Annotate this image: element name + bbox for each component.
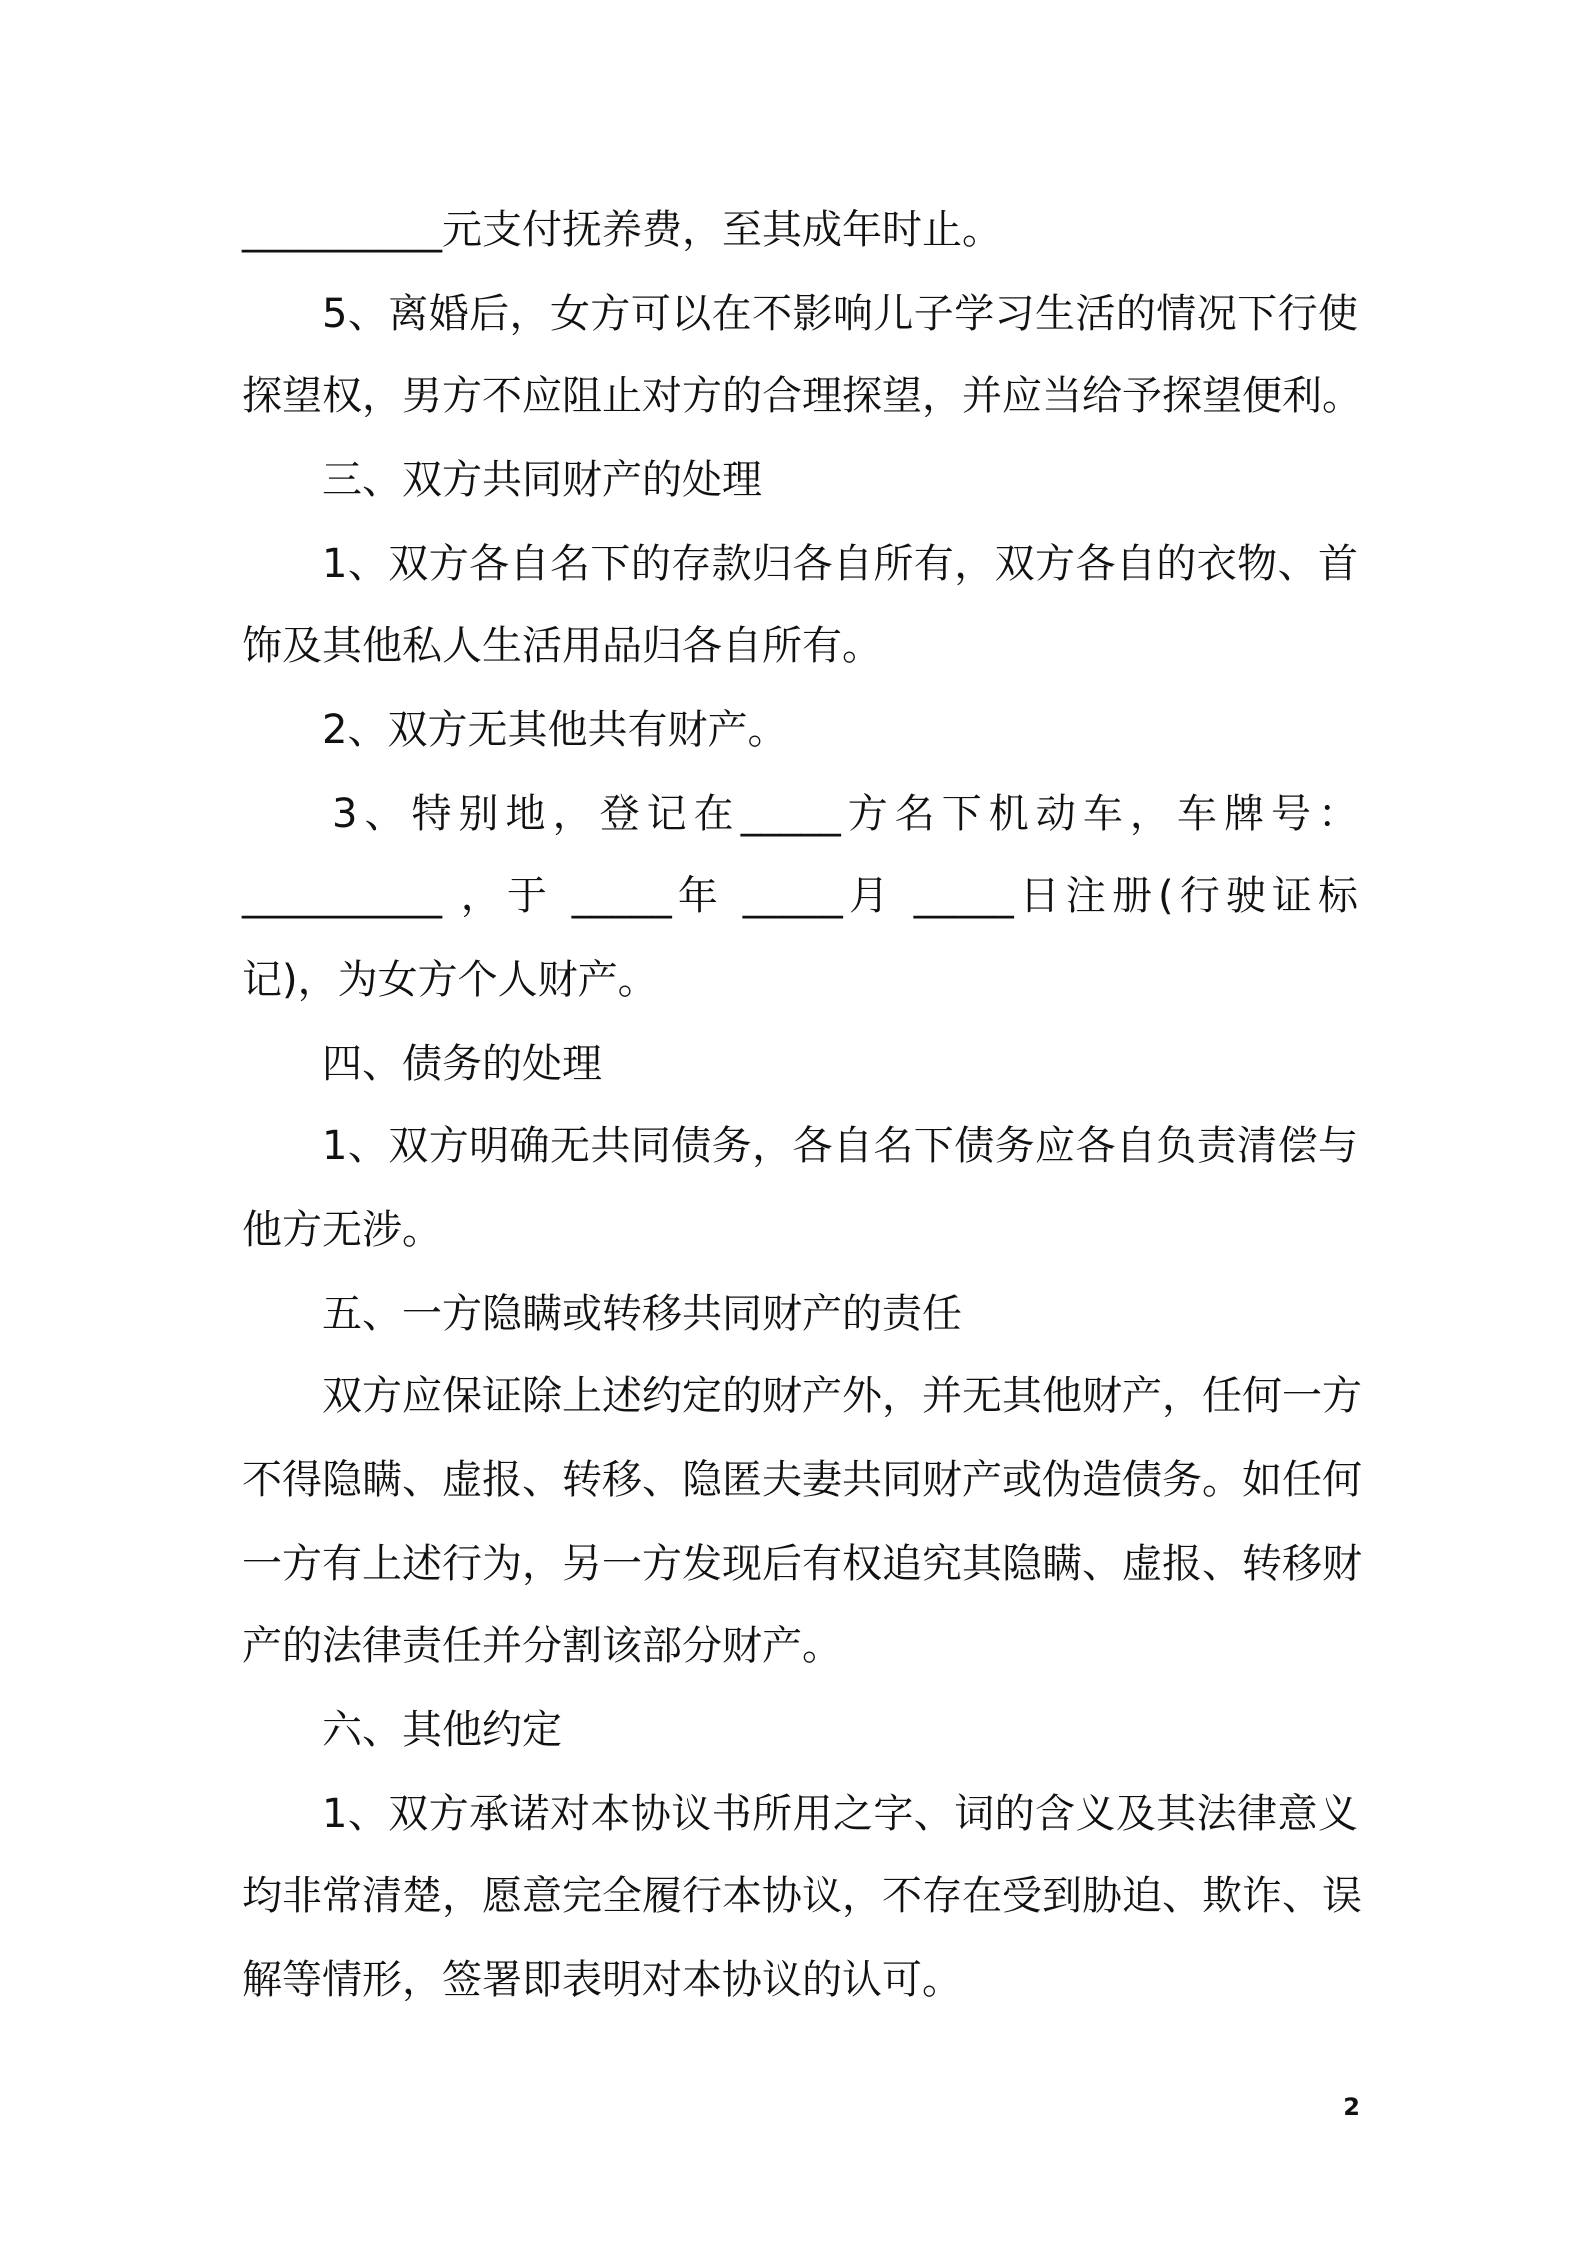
paragraph-line: 饰及其他私人生活用品归各自所有。 bbox=[242, 623, 882, 669]
paragraph-line: 产的法律责任并分割该部分财产。 bbox=[242, 1623, 842, 1669]
paragraph-line: 2、双方无其他共有财产。 bbox=[322, 707, 788, 753]
paragraph-line: __________元支付抚养费，至其成年时止。 bbox=[242, 207, 1002, 253]
paragraph-line: 均非常清楚，愿意完全履行本协议，不存在受到胁迫、欺诈、误 bbox=[242, 1873, 1362, 1919]
paragraph-line: 1、双方承诺对本协议书所用之字、词的含义及其法律意义 bbox=[322, 1791, 1358, 1837]
paragraph-line: 解等情形，签署即表明对本协议的认可。 bbox=[242, 1957, 962, 2003]
paragraph-line: 一方有上述行为，另一方发现后有权追究其隐瞒、虚报、转移财 bbox=[242, 1541, 1362, 1587]
paragraph-line: 不得隐瞒、虚报、转移、隐匿夫妻共同财产或伪造债务。如任何 bbox=[242, 1457, 1362, 1503]
section-heading: 四、债务的处理 bbox=[322, 1041, 602, 1087]
paragraph-line: 记)，为女方个人财产。 bbox=[242, 957, 658, 1003]
paragraph-line: 双方应保证除上述约定的财产外，并无其他财产，任何一方 bbox=[322, 1373, 1362, 1419]
section-heading: 三、双方共同财产的处理 bbox=[322, 457, 762, 503]
paragraph-line: __________ ，于 _____年 _____月 _____日注册(行驶证标 bbox=[242, 873, 1358, 919]
paragraph-line: 探望权，男方不应阻止对方的合理探望，并应当给予探望便利。 bbox=[242, 373, 1362, 419]
paragraph-line: 3、特别地，登记在_____方名下机动车，车牌号： bbox=[332, 791, 1358, 837]
paragraph-line: 1、双方明确无共同债务，各自名下债务应各自负责清偿与 bbox=[322, 1123, 1358, 1169]
page-number: 2 bbox=[1343, 2093, 1360, 2121]
paragraph-line: 他方无涉。 bbox=[242, 1207, 442, 1253]
section-heading: 五、一方隐瞒或转移共同财产的责任 bbox=[322, 1291, 962, 1337]
paragraph-line: 1、双方各自名下的存款归各自所有，双方各自的衣物、首 bbox=[322, 541, 1358, 587]
section-heading: 六、其他约定 bbox=[322, 1707, 562, 1753]
paragraph-line: 5、离婚后，女方可以在不影响儿子学习生活的情况下行使 bbox=[322, 291, 1358, 337]
